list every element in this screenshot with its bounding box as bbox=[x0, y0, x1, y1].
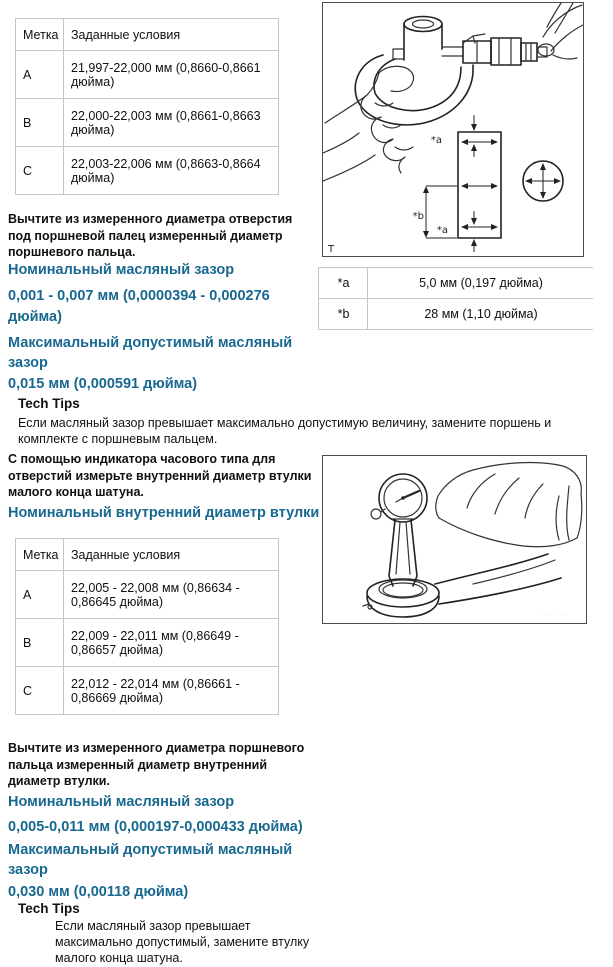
dim-value-cell: 28 мм (1,10 дюйма) bbox=[368, 299, 594, 330]
dim-label-a-bottom: *a bbox=[436, 225, 448, 236]
table-header-row bbox=[16, 539, 279, 571]
figure-piston-pin-measurement bbox=[322, 2, 584, 257]
table-row bbox=[16, 51, 279, 99]
mark-cell: B bbox=[16, 99, 64, 147]
mark-cell: A bbox=[16, 51, 64, 99]
nominal-oil-clearance-value-2: 0,005-0,011 мм (0,000197-0,000433 дюйма) bbox=[8, 819, 303, 835]
tech-tips-title-2: Tech Tips bbox=[18, 901, 80, 916]
max-oil-clearance-label: Максимальный допустимый масляный зазор bbox=[8, 335, 293, 371]
column-header-mark: Метка bbox=[16, 19, 64, 51]
dim-key-cell: *a bbox=[319, 268, 368, 299]
max-oil-clearance-value-2: 0,030 мм (0,00118 дюйма) bbox=[8, 884, 189, 900]
table-row bbox=[319, 268, 594, 299]
spec-cell: 22,009 - 22,011 мм (0,86649 - 0,86657 дюйма) bbox=[64, 619, 279, 667]
table-row bbox=[16, 571, 279, 619]
table-header-row bbox=[16, 19, 279, 51]
column-header-mark: Метка bbox=[16, 539, 64, 571]
right-hand-drawing bbox=[538, 3, 583, 59]
spec-cell: 22,012 - 22,014 мм (0,86661 - 0,86669 дюйма) bbox=[64, 667, 279, 715]
mark-cell: B bbox=[16, 619, 64, 667]
spec-cell: 21,997-22,000 мм (0,8660-0,8661 дюйма) bbox=[64, 51, 279, 99]
mark-cell: C bbox=[16, 147, 64, 195]
spec-cell: 22,003-22,006 мм (0,8663-0,8664 дюйма) bbox=[64, 147, 279, 195]
dimension-key-table bbox=[318, 267, 593, 330]
dim-label-b: *b bbox=[412, 211, 424, 222]
nominal-oil-clearance-value: 0,001 - 0,007 мм (0,0000394 - 0,000276 дюйма) bbox=[8, 288, 270, 325]
spec-cell: 22,005 - 22,008 мм (0,86634 - 0,86645 дюйма) bbox=[64, 571, 279, 619]
spec-cell: 22,000-22,003 мм (0,8661-0,8663 дюйма) bbox=[64, 99, 279, 147]
tech-tips-body: Если масляный зазор превышает максимально допустимую величину, замените поршень и комплекте с поршневым пальцем. bbox=[18, 416, 552, 446]
max-oil-clearance-label-2: Максимальный допустимый масляный зазор bbox=[8, 842, 293, 878]
max-oil-clearance-value: 0,015 мм (0,000591 дюйма) bbox=[8, 376, 198, 392]
dim-label-a-top: *a bbox=[430, 135, 442, 146]
micrometer-drawing bbox=[355, 34, 547, 125]
instruction-subtract-pin-bore: Вычтите из измеренного диаметра отверстия под поршневой палец измеренный диаметр поршневого пальца. bbox=[8, 212, 293, 259]
column-header-conditions: Заданные условия bbox=[64, 539, 279, 571]
piston-pin-drawing bbox=[404, 17, 442, 61]
pin-dimension-diagram bbox=[413, 115, 563, 252]
hand-drawing bbox=[436, 463, 582, 547]
tech-tips-title: Tech Tips bbox=[18, 396, 80, 411]
mark-cell: C bbox=[16, 667, 64, 715]
drawing-code-mark: · ·· · ··· bbox=[543, 612, 569, 618]
table-row bbox=[16, 99, 279, 147]
nominal-bushing-diameter-heading: Номинальный внутренний диаметр втулки bbox=[8, 505, 320, 521]
pin-bore-table bbox=[15, 18, 279, 195]
nominal-oil-clearance-label-2: Номинальный масляный зазор bbox=[8, 794, 235, 810]
nominal-oil-clearance-label: Номинальный масляный зазор bbox=[8, 262, 235, 278]
dial-gauge-illustration bbox=[323, 456, 586, 623]
table-row bbox=[16, 667, 279, 715]
micrometer-illustration bbox=[323, 3, 583, 256]
left-hand-drawing bbox=[323, 66, 414, 181]
instruction-measure-bushing: С помощью индикатора часового типа для отверстий измерьте внутренний диаметр втулки малого конца шатуна. bbox=[8, 452, 312, 499]
instruction-subtract-bushing: Вычтите из измеренного диаметра поршневого пальца измеренный диаметр внутренний диаметр втулки. bbox=[8, 741, 305, 788]
tech-tips-body-2: Если масляный зазор превышает максимально допустимый, замените втулку малого конца шатуна. bbox=[55, 919, 310, 965]
figure-bushing-measurement bbox=[322, 455, 587, 624]
mark-cell: A bbox=[16, 571, 64, 619]
dim-key-cell: *b bbox=[319, 299, 368, 330]
column-header-conditions: Заданные условия bbox=[64, 19, 279, 51]
figure-corner-label: T bbox=[328, 244, 335, 255]
bushing-table bbox=[15, 538, 279, 715]
table-row bbox=[16, 147, 279, 195]
table-row bbox=[16, 619, 279, 667]
table-row bbox=[319, 299, 594, 330]
dim-value-cell: 5,0 мм (0,197 дюйма) bbox=[368, 268, 594, 299]
dial-gauge-drawing bbox=[371, 474, 427, 586]
